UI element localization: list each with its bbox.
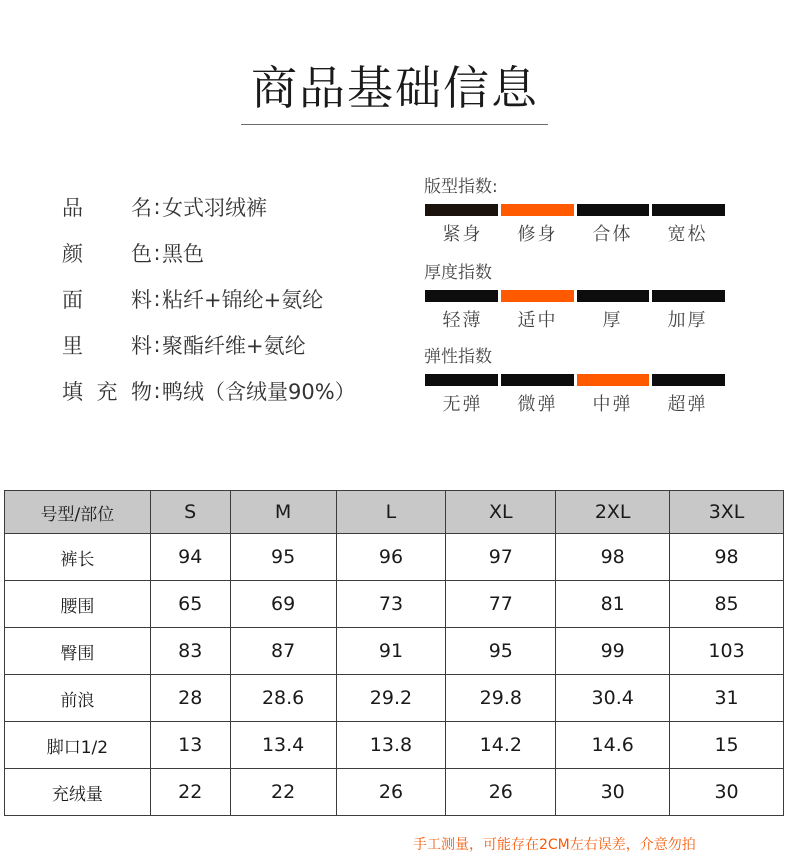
info-label: 填充物 bbox=[62, 380, 152, 404]
table-row-label: 脚口1/2 bbox=[5, 722, 151, 769]
scale-segment bbox=[652, 204, 725, 216]
info-row-fabric bbox=[62, 276, 356, 322]
table-cell: 26 bbox=[336, 769, 446, 816]
table-row-label: 臀围 bbox=[5, 628, 151, 675]
table-header-cell: XL bbox=[446, 491, 556, 534]
scale-option: 合体 bbox=[592, 224, 633, 245]
scale-bar bbox=[425, 374, 725, 386]
info-value: 黑色 bbox=[162, 242, 204, 266]
scale-labels bbox=[425, 306, 725, 332]
table-row-label: 充绒量 bbox=[5, 769, 151, 816]
table-row bbox=[5, 534, 784, 581]
table-row bbox=[5, 769, 784, 816]
table-header-cell: S bbox=[150, 491, 230, 534]
scale-segment bbox=[425, 204, 498, 216]
scale-thickness bbox=[424, 262, 728, 331]
info-row-filling bbox=[62, 368, 356, 414]
scale-labels bbox=[425, 220, 725, 246]
table-row-label: 前浪 bbox=[5, 675, 151, 722]
info-separator: : bbox=[153, 287, 161, 311]
table-cell: 94 bbox=[150, 534, 230, 581]
info-value: 鸭绒（含绒量90%） bbox=[162, 380, 356, 404]
info-label: 里 料 bbox=[62, 334, 152, 358]
scale-option: 中弹 bbox=[592, 394, 633, 415]
table-cell: 95 bbox=[230, 534, 336, 581]
table-row-label: 腰围 bbox=[5, 581, 151, 628]
info-value: 粘纤+锦纶+氨纶 bbox=[162, 288, 324, 312]
table-cell: 22 bbox=[230, 769, 336, 816]
table-cell: 83 bbox=[150, 628, 230, 675]
measurement-note: 手工测量，可能存在2CM左右误差，介意勿拍 bbox=[413, 837, 696, 853]
scale-option: 无弹 bbox=[442, 394, 483, 415]
table-cell: 91 bbox=[336, 628, 446, 675]
table-cell: 65 bbox=[150, 581, 230, 628]
table-header-cell: 2XL bbox=[556, 491, 670, 534]
table-row bbox=[5, 675, 784, 722]
scale-option: 超弹 bbox=[667, 394, 708, 415]
table-header-cell: L bbox=[336, 491, 446, 534]
scale-bar bbox=[425, 204, 725, 216]
table-cell: 13 bbox=[150, 722, 230, 769]
table-header-cell: M bbox=[230, 491, 336, 534]
scale-elasticity bbox=[424, 346, 728, 415]
info-row-color bbox=[62, 230, 356, 276]
scale-segment bbox=[652, 290, 725, 302]
info-label: 品 名 bbox=[62, 196, 152, 220]
scale-segment bbox=[652, 374, 725, 386]
table-cell: 30 bbox=[556, 769, 670, 816]
table-cell: 96 bbox=[336, 534, 446, 581]
table-cell: 26 bbox=[446, 769, 556, 816]
info-label: 面 料 bbox=[62, 288, 152, 312]
table-header-cell: 号型/部位 bbox=[5, 491, 151, 534]
scale-option: 轻薄 bbox=[442, 310, 483, 331]
scale-segment bbox=[577, 290, 650, 302]
scale-bar bbox=[425, 290, 725, 302]
scale-segment bbox=[425, 374, 498, 386]
scale-segment bbox=[501, 374, 574, 386]
scale-option: 紧身 bbox=[442, 224, 483, 245]
table-cell: 14.2 bbox=[446, 722, 556, 769]
table-row-label: 裤长 bbox=[5, 534, 151, 581]
table-cell: 77 bbox=[446, 581, 556, 628]
table-header-row bbox=[5, 491, 784, 534]
table-cell: 28 bbox=[150, 675, 230, 722]
scale-title: 弹性指数 bbox=[424, 347, 492, 367]
info-separator: : bbox=[153, 379, 161, 403]
table-header-cell: 3XL bbox=[670, 491, 784, 534]
info-row-name bbox=[62, 184, 356, 230]
scale-option: 加厚 bbox=[667, 310, 708, 331]
table-cell: 69 bbox=[230, 581, 336, 628]
scale-option: 适中 bbox=[517, 310, 558, 331]
title-underline bbox=[241, 124, 548, 125]
scale-segment-selected bbox=[501, 204, 574, 216]
scale-option: 宽松 bbox=[667, 224, 708, 245]
table-cell: 13.4 bbox=[230, 722, 336, 769]
info-value: 聚酯纤维+氨纶 bbox=[162, 334, 306, 358]
table-cell: 29.8 bbox=[446, 675, 556, 722]
info-separator: : bbox=[153, 195, 161, 219]
table-cell: 97 bbox=[446, 534, 556, 581]
table-cell: 98 bbox=[670, 534, 784, 581]
info-label: 颜 色 bbox=[62, 242, 152, 266]
table-cell: 22 bbox=[150, 769, 230, 816]
table-cell: 81 bbox=[556, 581, 670, 628]
scale-segment-selected bbox=[501, 290, 574, 302]
table-row bbox=[5, 581, 784, 628]
table-cell: 103 bbox=[670, 628, 784, 675]
scale-option: 厚 bbox=[602, 310, 623, 331]
table-cell: 28.6 bbox=[230, 675, 336, 722]
table-cell: 30.4 bbox=[556, 675, 670, 722]
scale-title: 版型指数: bbox=[424, 177, 498, 197]
table-row bbox=[5, 628, 784, 675]
table-cell: 14.6 bbox=[556, 722, 670, 769]
scale-option: 微弹 bbox=[517, 394, 558, 415]
scale-fit bbox=[424, 176, 728, 245]
table-cell: 15 bbox=[670, 722, 784, 769]
scale-labels bbox=[425, 390, 725, 416]
info-separator: : bbox=[153, 241, 161, 265]
table-cell: 98 bbox=[556, 534, 670, 581]
page-title: 商品基础信息 bbox=[251, 61, 539, 115]
table-cell: 30 bbox=[670, 769, 784, 816]
table-cell: 87 bbox=[230, 628, 336, 675]
table-cell: 73 bbox=[336, 581, 446, 628]
scale-segment-selected bbox=[577, 374, 650, 386]
table-row bbox=[5, 722, 784, 769]
table-cell: 95 bbox=[446, 628, 556, 675]
info-separator: : bbox=[153, 333, 161, 357]
size-table bbox=[4, 490, 784, 816]
info-row-lining bbox=[62, 322, 356, 368]
table-cell: 99 bbox=[556, 628, 670, 675]
info-value: 女式羽绒裤 bbox=[162, 196, 267, 220]
scale-option: 修身 bbox=[517, 224, 558, 245]
scale-title: 厚度指数 bbox=[424, 263, 492, 283]
table-cell: 31 bbox=[670, 675, 784, 722]
scale-segment bbox=[425, 290, 498, 302]
scale-segment bbox=[577, 204, 650, 216]
table-cell: 13.8 bbox=[336, 722, 446, 769]
table-cell: 85 bbox=[670, 581, 784, 628]
product-info bbox=[62, 184, 356, 414]
table-cell: 29.2 bbox=[336, 675, 446, 722]
